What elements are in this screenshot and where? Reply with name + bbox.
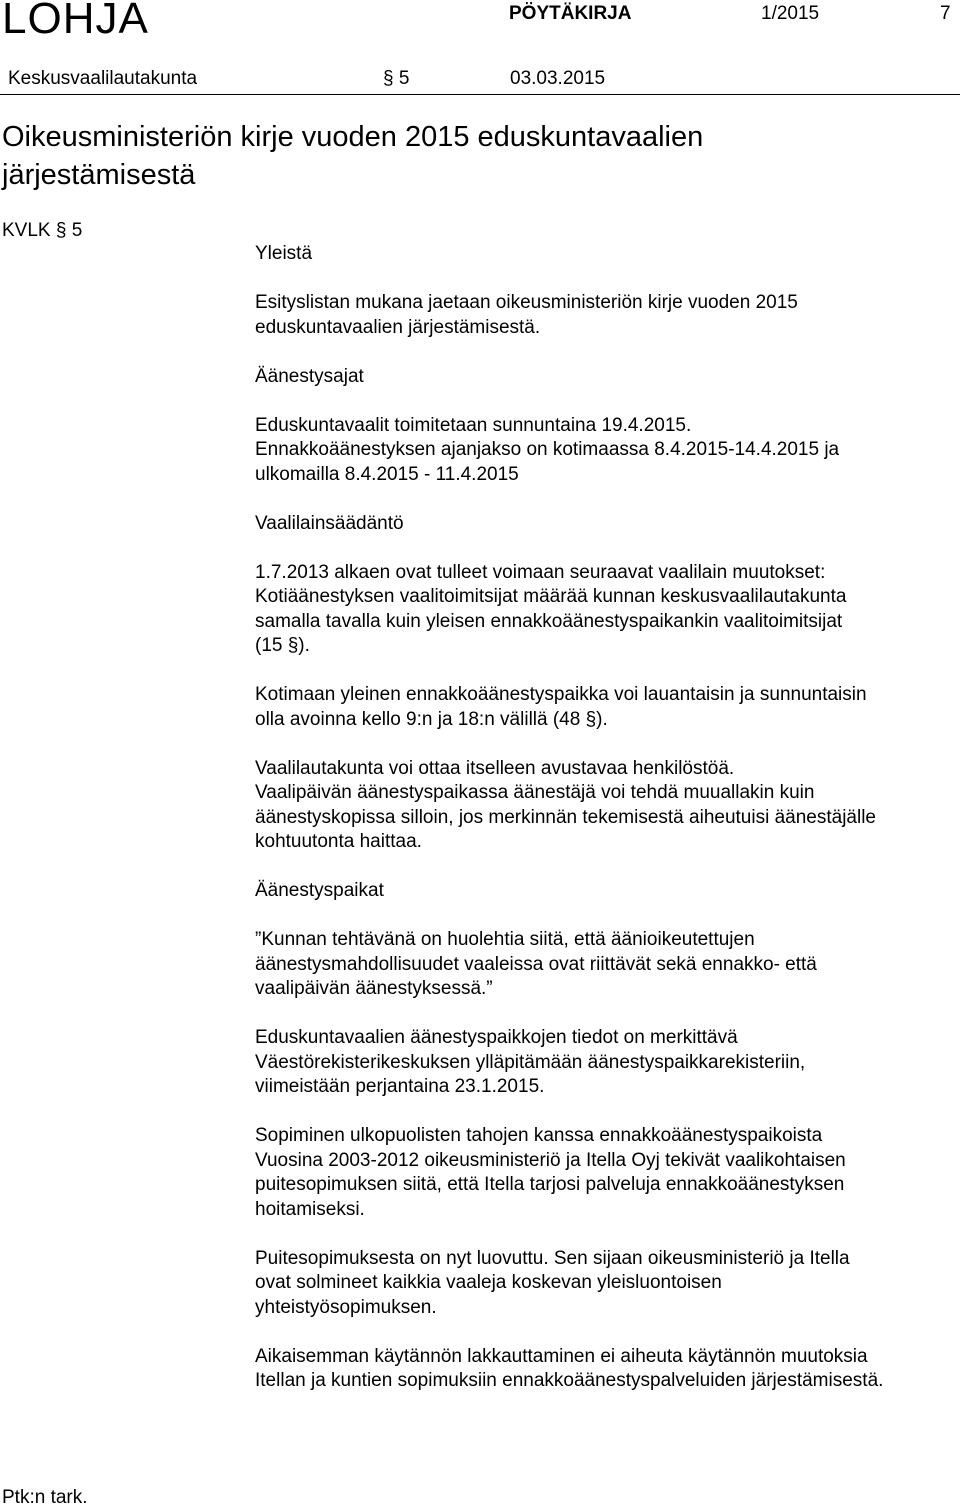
paragraph [255,1247,955,1321]
text-line: Itellan ja kuntien sopimuksiin ennakkoäänestyspalveluiden järjestämisestä. [255,1370,884,1391]
text-line: Eduskuntavaalien äänestyspaikkojen tiedot on merkittävä [255,1027,738,1048]
text-line: ovat solmineet kaikkia vaaleja koskevan yleisluontoisen [255,1272,722,1293]
text-line: hoitamiseksi. [255,1198,365,1220]
text-line: Kotiäänestyksen vaalitoimitsijat määrää kunnan keskusvaalilautakunta [255,586,847,607]
title-line: järjestämisestä [2,159,196,191]
document-number: 1/2015 [761,3,820,24]
page-number: 7 [940,3,951,24]
paragraph [255,757,955,855]
organization-logo: LOHJA [2,0,149,43]
meeting-date: 03.03.2015 [510,68,606,89]
paragraph [255,291,955,340]
text-line: Puitesopimuksesta on nyt luovuttu. Sen sijaan oikeusministeriö ja Itella [255,1247,850,1269]
paragraph [255,1026,955,1100]
header-divider [0,94,960,95]
text-line: yhteistyösopimuksen. [255,1296,437,1318]
text-line: ulkomailla 8.4.2015 - 11.4.2015 [255,463,519,485]
text-line: samalla tavalla kuin yleisen ennakkoäänestyspaikankin vaalitoimitsijat [255,610,843,632]
section-heading-voting-times: Äänestysajat [255,365,364,387]
text-line: 1.7.2013 alkaen ovat tulleet voimaan seuraavat vaalilain muutokset: [255,561,826,583]
matter-id: KVLK § 5 [2,220,83,241]
text-line: ”Kunnan tehtävänä on huolehtia siitä, että äänioikeutettujen [255,929,755,950]
text-line: Vaalipäivän äänestyspaikassa äänestäjä voi tehdä muuallakin kuin [255,782,815,803]
text-line: vaalipäivän äänestyksessä.” [255,978,493,999]
text-line: Kotimaan yleinen ennakkoäänestyspaikka voi lauantaisin ja sunnuntaisin [255,684,867,705]
text-line: eduskuntavaalien järjestämisestä. [255,316,541,338]
paragraph [255,1124,955,1222]
paragraph [255,928,955,1002]
text-line: Esityslistan mukana jaetaan oikeusministeriön kirje vuoden 2015 [255,292,798,313]
text-line: viimeistään perjantaina 23.1.2015. [255,1076,545,1097]
text-line: Vaalilautakunta voi ottaa itselleen avustavaa henkilöstöä. [255,757,735,779]
text-line: äänestyskopissa silloin, jos merkinnän tekemisestä aiheutuisi äänestäjälle [255,806,876,828]
text-line: Sopiminen ulkopuolisten tahojen kanssa ennakkoäänestyspaikoista [255,1125,823,1146]
title-line: Oikeusministeriön kirje vuoden 2015 eduskuntavaalien [2,121,704,153]
section-heading-legislation: Vaalilainsäädäntö [255,512,404,534]
text-line: (15 §). [255,635,310,656]
section-heading-polling-places: Äänestyspaikat [255,880,384,901]
text-line: Väestörekisterikeskuksen ylläpitämään äänestyspaikkarekisteriin, [255,1051,806,1073]
minutes-checker-note: Ptk:n tark. [2,1487,88,1508]
text-line: Eduskuntavaalit toimitetaan sunnuntaina 19.4.2015. [255,414,692,436]
text-line: kohtuutonta haittaa. [255,831,422,852]
matter-title [2,118,902,194]
text-line: olla avoinna kello 9:n ja 18:n välillä (48 §). [255,708,608,730]
paragraph [255,414,955,488]
text-line: äänestysmahdollisuudet vaaleissa ovat riittävät sekä ennakko- että [255,953,817,975]
matter-body [255,242,955,1394]
section-heading-general: Yleistä [255,243,313,264]
paragraph [255,561,955,659]
organ-name: Keskusvaalilautakunta [8,68,198,89]
text-line: Ennakkoäänestyksen ajanjakso on kotimaassa 8.4.2015-14.4.2015 ja [255,439,840,460]
text-line: puitesopimuksen siitä, että Itella tarjosi palveluja ennakkoäänestyksen [255,1174,845,1195]
text-line: Aikaisemman käytännön lakkauttaminen ei aiheuta käytännön muutoksia [255,1345,868,1367]
paragraph [255,683,955,732]
paragraph [255,1345,955,1394]
section-reference: § 5 [383,68,410,89]
text-line: Vuosina 2003-2012 oikeusministeriö ja Itella Oyj tekivät vaalikohtaisen [255,1149,846,1171]
document-type: PÖYTÄKIRJA [509,3,632,24]
